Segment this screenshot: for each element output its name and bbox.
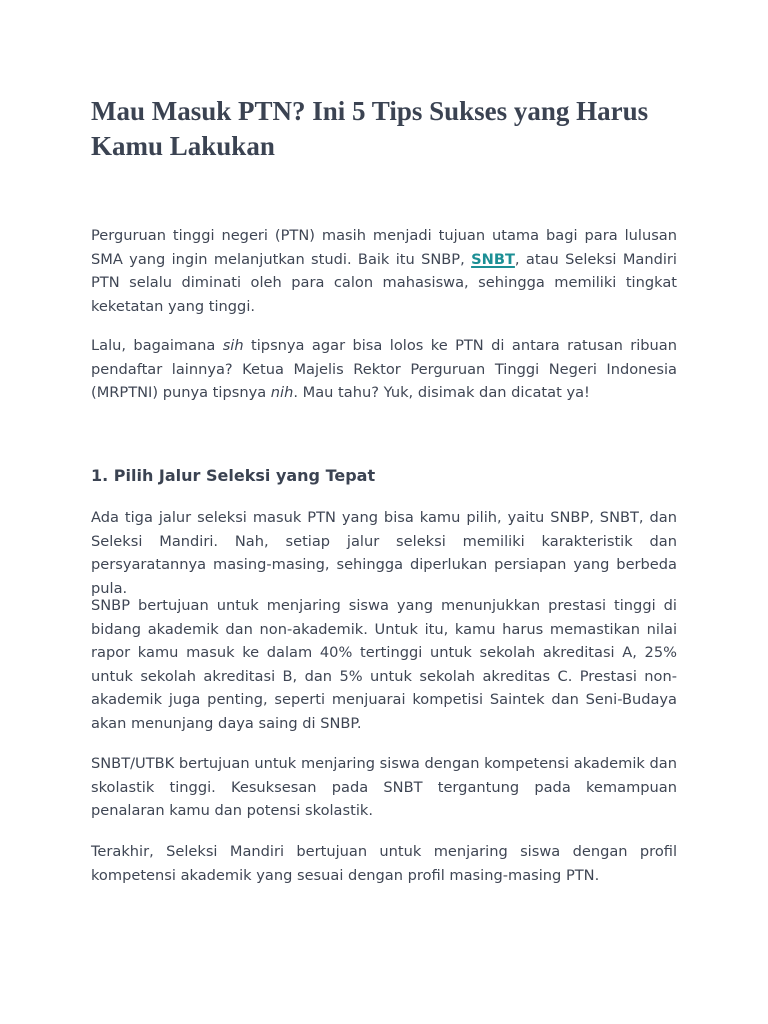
intro-text: tipsnya agar bisa lolos ke PTN di antara ratusan ribuan pendaftar lainnya? Ketua Majelis Rektor Perguruan Tinggi Negeri Indonesia (MRPTNI) punya tipsnya — [91, 337, 677, 401]
intro-paragraph-2 — [91, 334, 677, 405]
intro-text: . Mau tahu? Yuk, disimak dan dicatat ya! — [293, 384, 590, 401]
section-paragraph: SNBP bertujuan untuk menjaring siswa yang menunjukkan prestasi tinggi di bidang akademik dan non-akademik. Untuk itu, kamu harus memastikan nilai rapor kamu masuk ke dalam 40% tertinggi untuk sekolah akreditasi A, 25% untuk sekolah akreditasi B, dan 5% untuk sekolah akreditas C. Prestasi non-akademik juga penting, seperti menjuarai kompetisi Saintek dan Seni-Budaya akan menunjang daya saing di SNBP. — [91, 597, 677, 732]
emphasis-text: nih — [270, 384, 294, 401]
intro-text: Perguruan tinggi negeri (PTN) masih menjadi tujuan utama bagi para lulusan SMA yang ingin melanjutkan studi. Baik itu SNBP, — [91, 227, 677, 268]
intro-text: , atau Seleksi Mandiri PTN selalu diminati oleh para calon mahasiswa, sehingga memiliki tingkat keketatan yang tinggi. — [91, 250, 677, 315]
article-title: Mau Masuk PTN? Ini 5 Tips Sukses yang Harus Kamu Lakukan — [91, 96, 649, 161]
section-paragraph: SNBT/UTBK bertujuan untuk menjaring siswa dengan kompetensi akademik dan skolastik tinggi. Kesuksesan pada SNBT tergantung pada kemampuan penalaran kamu dan potensi skolastik. — [91, 755, 677, 819]
section-heading: 1. Pilih Jalur Seleksi yang Tepat — [91, 466, 376, 485]
emphasis-text: sih — [222, 337, 244, 354]
intro-text: Lalu, bagaimana — [91, 337, 223, 354]
section-paragraph: Ada tiga jalur seleksi masuk PTN yang bisa kamu pilih, yaitu SNBP, SNBT, dan Seleksi Mandiri. Nah, setiap jalur seleksi memiliki karakteristik dan persyaratannya masing-masing, sehingga diperlukan persiapan yang berbeda pula. — [91, 509, 677, 597]
snbt-link[interactable]: SNBT — [471, 250, 515, 268]
section-paragraph: Terakhir, Seleksi Mandiri bertujuan untuk menjaring siswa dengan profil kompetensi akademik yang sesuai dengan profil masing-masing PTN. — [91, 843, 677, 884]
intro-paragraph-1 — [91, 224, 677, 318]
